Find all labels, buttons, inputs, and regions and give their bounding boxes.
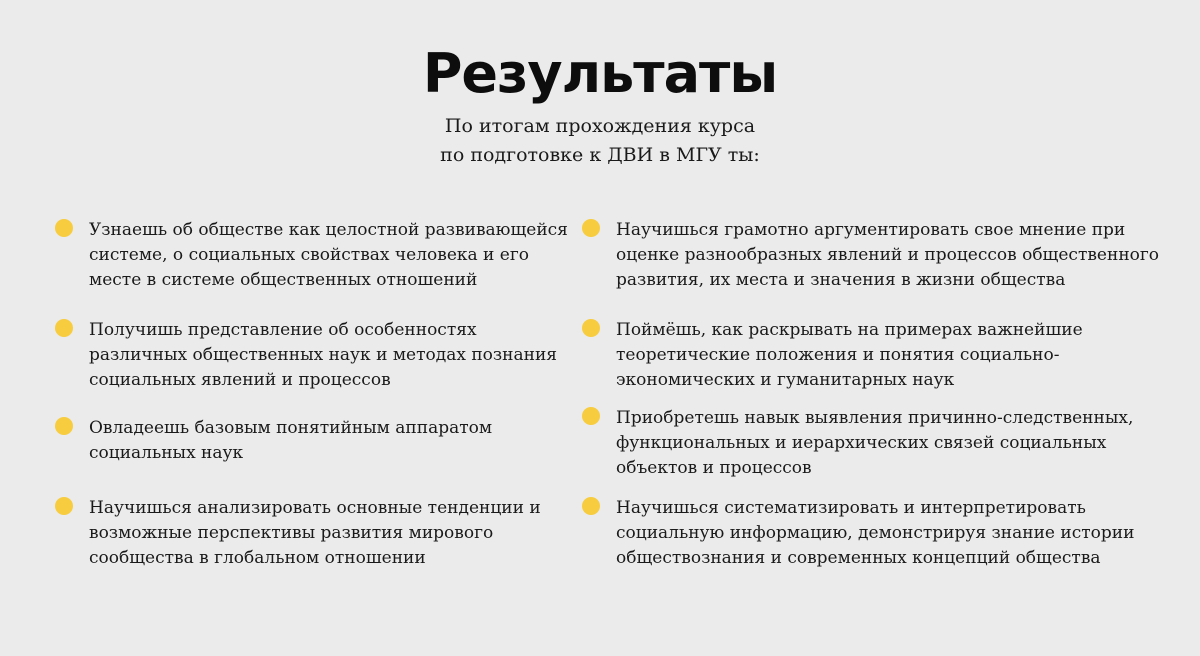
- list-item-text: [616, 406, 1133, 481]
- list-item-text: [616, 318, 1083, 393]
- yellow-dot-icon: [55, 497, 73, 515]
- text-line: Овладеешь базовым понятийным аппаратом: [89, 418, 493, 438]
- text-line: Научишься грамотно аргументировать свое мнение при: [616, 220, 1126, 240]
- yellow-dot-icon: [55, 219, 73, 237]
- list-item-text: [89, 496, 541, 571]
- list-item-text: [616, 496, 1134, 571]
- text-line: теоретические положения и понятия социально-: [616, 345, 1060, 365]
- text-line: социальную информацию, демонстрируя знание истории: [616, 523, 1135, 543]
- page-title: Результаты: [422, 42, 778, 105]
- list-item-text: [89, 318, 557, 393]
- text-line: различных общественных наук и методах познания: [89, 345, 558, 365]
- yellow-dot-icon: [582, 497, 600, 515]
- text-line: экономических и гуманитарных наук: [616, 370, 955, 390]
- yellow-dot-icon: [582, 219, 600, 237]
- page-subtitle: [0, 112, 1200, 170]
- list-item: [55, 496, 541, 571]
- text-line: месте в системе общественных отношений: [89, 270, 478, 290]
- text-line: системе, о социальных свойствах человека и его: [89, 245, 529, 265]
- yellow-dot-icon: [582, 319, 600, 337]
- list-item: [582, 218, 1159, 293]
- list-item-text: [616, 218, 1159, 293]
- list-item: [55, 318, 557, 393]
- list-item: [582, 496, 1134, 571]
- yellow-dot-icon: [582, 407, 600, 425]
- yellow-dot-icon: [55, 417, 73, 435]
- subtitle-line: по подготовке к ДВИ в МГУ ты:: [440, 144, 760, 166]
- text-line: Научишься систематизировать и интерпретировать: [616, 498, 1086, 518]
- text-line: возможные перспективы развития мирового: [89, 523, 494, 543]
- text-line: Научишься анализировать основные тенденции и: [89, 498, 541, 518]
- text-line: Узнаешь об обществе как целостной развивающейся: [89, 220, 568, 240]
- text-line: социальных наук: [89, 443, 244, 463]
- list-item-text: [89, 218, 568, 293]
- text-line: социальных явлений и процессов: [89, 370, 391, 390]
- text-line: обществознания и современных концепций общества: [616, 548, 1101, 568]
- text-line: развития, их места и значения в жизни общества: [616, 270, 1066, 290]
- text-line: оценке разнообразных явлений и процессов общественного: [616, 245, 1160, 265]
- text-line: объектов и процессов: [616, 458, 812, 478]
- list-item: [55, 218, 568, 293]
- text-line: Получишь представление об особенностях: [89, 320, 477, 340]
- list-item: [582, 406, 1133, 481]
- yellow-dot-icon: [55, 319, 73, 337]
- text-line: Приобретешь навык выявления причинно-следственных,: [616, 408, 1134, 428]
- list-item: [55, 416, 492, 466]
- list-item-text: [89, 416, 492, 466]
- text-line: сообщества в глобальном отношении: [89, 548, 426, 568]
- text-line: Поймёшь, как раскрывать на примерах важнейшие: [616, 320, 1083, 340]
- header: [0, 38, 1200, 170]
- subtitle-line: По итогам прохождения курса: [444, 115, 756, 137]
- list-item: [582, 318, 1083, 393]
- text-line: функциональных и иерархических связей социальных: [616, 433, 1107, 453]
